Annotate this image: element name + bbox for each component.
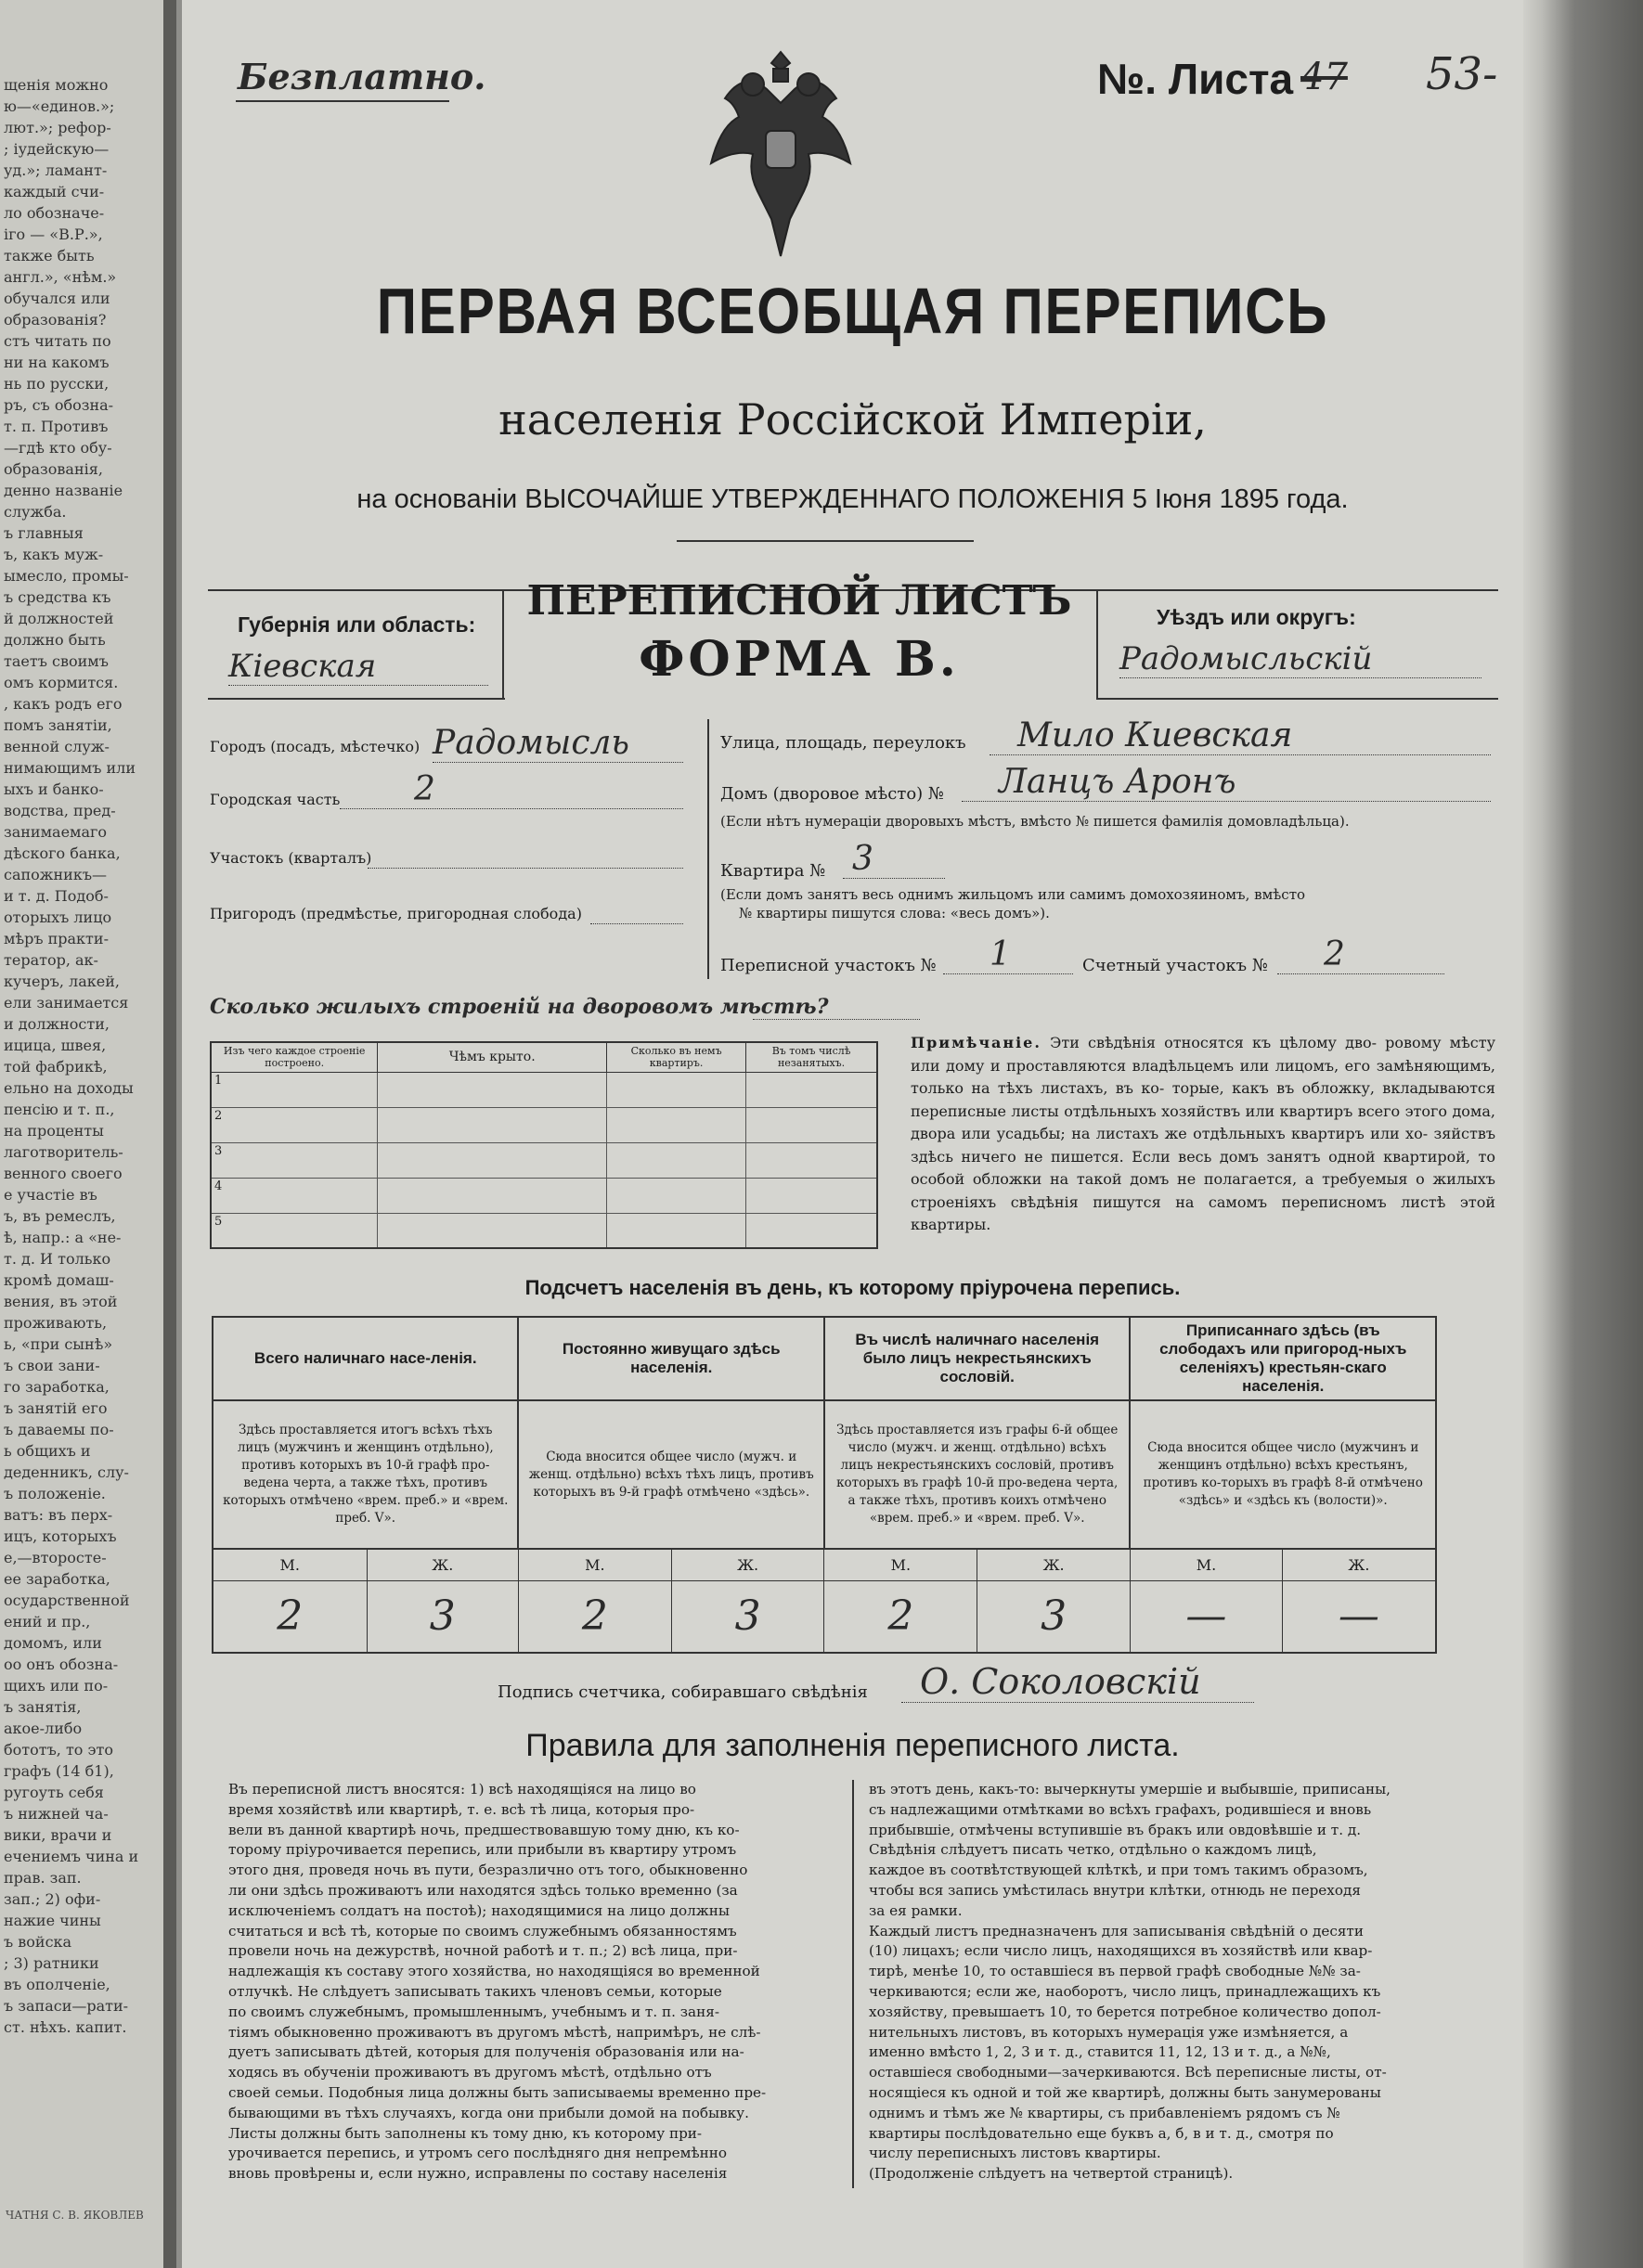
book-page-edges [1523, 0, 1643, 2268]
buildings-row-number: 4 [211, 1178, 378, 1213]
left-page-line: осударственной [4, 1591, 130, 1609]
legal-basis: на основаніи ВЫСОЧАЙШЕ УТВЕРЖДЕННАГО ПОЛОЖЕНІЯ 5 Іюня 1895 года. [356, 484, 1349, 514]
city-value: Радомысль [433, 724, 683, 763]
rules-line: оставшіеся свободными—зачеркиваются. Всѣ переписные листы, от- [869, 2064, 1387, 2081]
population-group-desc: Здѣсь проставляется изъ графы 6-й общее число (мужч. и женщ. отдѣльно) всѣхъ лицъ некрестьянскихъ сословій, противъ которыхъ въ графѣ 10-й про-ведена черта, а также тѣхъ, противъ коихъ отмѣчено «врем. преб.» и «врем. преб. V». [824, 1400, 1131, 1549]
population-group-desc: Сюда вносится общее число (мужчинъ и женщинъ отдѣльно) всѣхъ крестьянъ, противъ ко-торыхъ въ графѣ 8-й отмѣчено «здѣсь» и «здѣсь къ (волости)». [1130, 1400, 1436, 1549]
left-page-line: щихъ или по- [4, 1677, 109, 1695]
left-page-line: ст. нѣхъ. капит. [4, 2018, 127, 2036]
rules-line: хозяйству, превышаетъ 10, то берется потребное количество допол- [869, 2003, 1381, 2020]
page-subtitle: населенія Россійской Имперіи, [498, 394, 1207, 445]
left-page-line: , какъ родъ его [4, 695, 123, 713]
house-note: (Если нѣтъ нумераціи дворовыхъ мѣстъ, вмѣсто № пишется фамилія домовладѣльца). [720, 813, 1350, 830]
left-page-line: ь, «при сынѣ» [4, 1335, 113, 1353]
binding-shadow [163, 0, 176, 2268]
buildings-col-empty: Въ томъ числѣ незанятыхъ. [746, 1042, 877, 1072]
population-group-head: Постоянно живущаго здѣсь населенія. [518, 1317, 824, 1400]
left-page-line: ъ положеніе. [4, 1485, 106, 1502]
double-headed-eagle-icon [697, 43, 864, 265]
note-line: а требуемыя о жилыхъ строеніяхъ свѣдѣнія пишутся на самомъ [911, 1170, 1495, 1211]
population-group-head: Всего наличнаго насе-ленія. [213, 1317, 518, 1400]
rules-line: Листы должны быть заполнены къ тому дню, къ которому при- [228, 2124, 703, 2142]
signature-value: О. Соколовскій [901, 1661, 1254, 1703]
rules-line: торому пріурочивается перепись, или прибыли въ квартиру утромъ [228, 1841, 737, 1859]
left-page-line: оторыхъ лицо [4, 908, 112, 926]
apartment-note-1: (Если домъ занятъ весь однимъ жильцомъ или самимъ домохозяиномъ, вмѣсто [720, 886, 1306, 903]
left-page-line: лаготворитель- [4, 1143, 123, 1161]
rules-line: въ этотъ день, какъ-то: вычеркнуты умершіе и выбывшіе, приписаны, [869, 1781, 1391, 1798]
left-page-line: ыхъ и банко- [4, 780, 104, 798]
female-column-label: Ж. [977, 1549, 1131, 1580]
buildings-row-number: 1 [211, 1072, 378, 1107]
left-page-line: венной служ- [4, 738, 110, 755]
left-page-line: акое-либо [4, 1720, 83, 1737]
sheet-number-value: 47 [1300, 56, 1348, 98]
left-page-line: нь по русски, [4, 375, 110, 393]
note-line: Эти свѣдѣнія относятся къ цѣлому дво- [1050, 1034, 1377, 1051]
rules-title: Правила для заполненія переписного листа. [525, 1728, 1180, 1763]
left-page-line: ъ, какъ муж- [4, 546, 104, 563]
left-page-line: ю—«единов.»; [4, 97, 115, 115]
rules-left-column [228, 1780, 841, 2184]
left-page-line: сапожникъ— [4, 866, 108, 883]
rules-line: по своимъ служебнымъ, промышленнымъ, учебнымъ и т. п. заня- [228, 2003, 719, 2020]
buildings-col-roof: Чѣмъ крыто. [378, 1042, 607, 1072]
left-page-line: ицъ, которыхъ [4, 1527, 117, 1545]
page-title: ПЕРВАЯ ВСЕОБЩАЯ ПЕРЕПИСЬ [376, 275, 1329, 347]
note-line: лицомъ, его замѣняющимъ, только на тѣхъ листахъ, въ ко- [911, 1056, 1495, 1097]
buildings-question: Сколько жилыхъ строеній на дворовомъ мѣстѣ? [210, 995, 829, 1019]
left-page-line: ъ запаси—рати- [4, 1997, 129, 2015]
rules-line: вновь провѣрены и, если нужно, исправлены по составу населенія [228, 2165, 728, 2183]
rules-line: Свѣдѣнія слѣдуетъ писать четко, отдѣльно о каждомъ лицѣ, [869, 1841, 1317, 1859]
census-area-value: 1 [943, 935, 1073, 974]
rules-line: исключеніемъ солдатъ на постоѣ); находящимися на лицо должны [228, 1901, 730, 1919]
street-label: Улица, площадь, переулокъ [720, 733, 966, 753]
note-head: Примѣчаніе. [911, 1034, 1041, 1051]
female-column-label: Ж. [1282, 1549, 1436, 1580]
census-sheet [182, 0, 1523, 2268]
left-page-line: графъ (14 б1), [4, 1762, 114, 1780]
rules-line: этого дня, проведя ночь въ пути, безразлично отъ того, обыкновенно [228, 1862, 748, 1879]
left-page-text [4, 74, 162, 2038]
form-box-divider-right [1096, 589, 1098, 700]
left-page-line: ъ войска [4, 1933, 72, 1951]
left-page-line: образованія? [4, 311, 107, 329]
left-page-line: ъ свои зани- [4, 1357, 100, 1374]
male-count: 2 [824, 1580, 977, 1653]
female-column-label: Ж. [367, 1549, 518, 1580]
left-page-line: прав. зап. [4, 1869, 82, 1887]
left-page-line: ръ, съ обозна- [4, 396, 114, 414]
population-title: Подсчетъ населенія въ день, къ которому пріурочена перепись. [524, 1276, 1181, 1299]
rules-line: отлучкѣ. Не слѣдуетъ записывать такихъ членовъ семьи, которые [228, 1982, 722, 2000]
buildings-col-apartments: Сколько въ немъ квартиръ. [607, 1042, 746, 1072]
left-page-line: англ.», «нѣм.» [4, 268, 117, 286]
left-page-line: й должностей [4, 610, 114, 627]
suburb-line [590, 923, 683, 924]
rules-line: (10) лицахъ; если число лицъ, находящихся въ хозяйствѣ или квар- [869, 1942, 1373, 1960]
left-page-line: ; 3) ратники [4, 1954, 99, 1972]
rules-line: вели въ данной квартирѣ ночь, предшествовавшую тому дню, къ ко- [228, 1821, 740, 1838]
left-page-line: ицица, швея, [4, 1037, 107, 1054]
city-part-label: Городская часть [210, 791, 341, 808]
left-page-line: нажие чины [4, 1912, 101, 1929]
population-group-head: Въ числѣ наличнаго населенія было лицъ некрестьянскихъ сословій. [824, 1317, 1131, 1400]
buildings-table [210, 1041, 878, 1249]
left-page-line: уд.»; ламант- [4, 161, 108, 179]
count-area-label: Счетный участокъ № [1082, 956, 1268, 975]
rules-line: прибывшіе, отмѣчены вступившіе въ бракъ или овдовѣвшіе и т. д. [869, 1821, 1362, 1838]
buildings-row-number: 5 [211, 1213, 378, 1248]
male-count: 2 [213, 1580, 367, 1653]
population-group-desc: Сюда вносится общее число (мужч. и женщ. отдѣльно) всѣхъ тѣхъ лицъ, противъ которыхъ въ 9-й графѣ отмѣчено «здѣсь». [518, 1400, 824, 1549]
stamp-number: 53- [1426, 48, 1498, 100]
address-divider [707, 719, 709, 979]
free-label: Безплатно. [238, 56, 486, 97]
left-page-line: денно названіе [4, 482, 123, 499]
count-area-value: 2 [1277, 935, 1444, 974]
city-part-value: 2 [340, 770, 683, 809]
left-page-line: ели занимается [4, 994, 129, 1012]
left-page-line: ъ, въ ремеслъ, [4, 1207, 116, 1225]
rules-line: за ея рамки. [869, 1901, 963, 1919]
population-group-head: Приписаннаго здѣсь (въ слободахъ или пригород-ныхъ селеніяхъ) крестьян-скаго населенія. [1130, 1317, 1436, 1400]
left-page-line: такжe быть [4, 247, 95, 264]
left-page-footer: ЧАТНЯ С. В. ЯКОВЛЕВ [6, 2209, 144, 2222]
rules-line: тіямъ обыкновенно проживаютъ въ другомъ мѣстѣ, напримѣръ, не слѣ- [228, 2023, 761, 2041]
form-box-bottom-left [208, 698, 505, 700]
buildings-row-number: 3 [211, 1142, 378, 1178]
left-page-fragment [0, 0, 176, 2268]
left-page-line: ений и пр., [4, 1613, 91, 1630]
form-box-bottom-right [1096, 698, 1498, 700]
gubernia-label: Губернія или область: [238, 612, 476, 637]
left-page-line: е участіе въ [4, 1186, 97, 1204]
left-page-line: ельно на доходы [4, 1079, 134, 1097]
left-page-line: е,—второсте- [4, 1549, 107, 1566]
left-page-line: ее заработка, [4, 1570, 110, 1588]
left-page-line: ъ занятія, [4, 1698, 82, 1716]
left-page-line: омъ кормится. [4, 674, 119, 691]
left-page-line: служба. [4, 503, 67, 521]
left-page-line: проживають, [4, 1314, 108, 1332]
left-page-line: ь общихъ и [4, 1442, 91, 1460]
left-page-line: нимающимъ или [4, 759, 136, 777]
rules-line: ли они здѣсь проживаютъ или находятся здѣсь только временно (за [228, 1881, 738, 1899]
male-count: — [1130, 1580, 1282, 1653]
rules-line: черкиваются; если же, наоборотъ, число лицъ, принадлежащихъ къ [869, 1982, 1381, 2000]
apartment-note-2: № квартиры пишутся слова: «весь домъ»). [739, 905, 1050, 921]
left-page-line: пенсію и т. п., [4, 1101, 115, 1118]
left-page-line: ватъ: въ перх- [4, 1506, 113, 1524]
left-page-line: іго — «В.Р.», [4, 226, 103, 243]
rules-line: провели ночь на дежурствѣ, ночной работѣ и т. п.; 2) всѣ лица, при- [228, 1942, 738, 1960]
rules-line: чтобы вся запись умѣстилась внутри клѣтки, отнюдь не переходя [869, 1881, 1361, 1899]
left-page-line: вения, въ этой [4, 1293, 118, 1310]
left-page-line: каждый счи- [4, 183, 105, 200]
left-page-line: занимаемаго [4, 823, 108, 841]
uezd-value: Радомысльскій [1119, 640, 1481, 678]
left-page-line: деденникъ, слу- [4, 1463, 129, 1481]
left-page-line: водства, пред- [4, 802, 116, 819]
left-page-line: т. п. Противъ [4, 418, 109, 435]
left-page-line: дѣского банка, [4, 844, 121, 862]
sheet-number-label: №. Листа [1097, 55, 1294, 103]
left-page-line: —гдѣ кто обу- [4, 439, 112, 457]
rules-line: Въ переписной листъ вносятся: 1) всѣ находящіяся на лицо во [228, 1781, 696, 1798]
left-page-line: помъ занятіи, [4, 716, 112, 734]
population-group-desc: Здѣсь проставляется итогъ всѣхъ тѣхъ лицъ (мужчинъ и женщинъ отдѣльно), противъ которыхъ въ 10-й графѣ про-ведена черта, а также тѣхъ, противъ которыхъ отмѣчено «врем. преб.» и «врем. преб. V». [213, 1400, 518, 1549]
quarter-line [368, 868, 683, 869]
rules-divider [852, 1780, 854, 2188]
left-page-line: ъ нижней ча- [4, 1805, 109, 1823]
note-text [911, 1034, 1495, 1233]
left-page-line: таетъ своимъ [4, 652, 109, 670]
suburb-label: Пригородъ (предмѣстье, пригородная слобода) [210, 905, 582, 922]
rules-line: своей семьи. Подобныя лица должны быть записываемы временно пре- [228, 2083, 767, 2101]
left-page-line: ъ даваемы по- [4, 1421, 114, 1438]
rules-line: каждое въ соотвѣтствующей клѣткѣ, и при томъ такимъ образомъ, [869, 1862, 1368, 1879]
left-page-line: ни на какомъ [4, 354, 110, 371]
free-underline [236, 100, 449, 102]
left-page-line: тератор, ак- [4, 951, 98, 969]
female-count: 3 [977, 1580, 1131, 1653]
header-divider [677, 540, 974, 542]
rules-line: бывающими въ тѣхъ случаяхъ, когда они прибыли домой на побывку. [228, 2104, 749, 2121]
left-page-line: стъ читать по [4, 332, 111, 350]
rules-line: однимъ и тѣмъ же № квартиры, съ прибавленіемъ рядомъ съ № [869, 2104, 1340, 2121]
left-page-line: ; іудейскую— [4, 140, 110, 158]
rules-line: время хозяйствѣ или квартирѣ, т. е. всѣ тѣ лица, которыя про- [228, 1800, 695, 1818]
left-page-line: ъ занятій его [4, 1399, 108, 1417]
left-page-line: го заработка, [4, 1378, 110, 1396]
left-page-line: образованія, [4, 460, 103, 478]
left-page-line: и должности, [4, 1015, 110, 1033]
left-page-line: щенія можно [4, 76, 109, 94]
population-table [212, 1316, 1437, 1654]
rules-line: дуетъ записывать дѣтей, которыя для полученія образованія или на- [228, 2043, 744, 2061]
gubernia-value: Кіевская [228, 648, 488, 686]
left-page-line: должно быть [4, 631, 106, 649]
male-column-label: М. [824, 1549, 977, 1580]
rules-line: надлежащія къ составу этого хозяйства, но находящіяся во временной [228, 1963, 760, 1980]
note-line: ровому мѣсту или дому и проставляются владѣльцемъ или [911, 1034, 1495, 1075]
left-page-line: и т. д. Подоб- [4, 887, 109, 905]
rules-line: квартиры послѣдовательно еще буквъ а, б, в и т. д., смотря по [869, 2124, 1334, 2142]
left-page-line: ѣ, напр.: а «не- [4, 1229, 122, 1246]
form-name: ФОРМА В. [639, 631, 960, 688]
rules-line: урочивается перепись, и утромъ сего послѣдняго дня непремѣнно [228, 2145, 727, 2162]
left-page-line: домомъ, или [4, 1634, 102, 1652]
city-label: Городъ (посадъ, мѣстечко) [210, 738, 420, 755]
left-page-line: т. д. И только [4, 1250, 111, 1268]
left-page-line: лют.»; рефор- [4, 119, 111, 136]
uezd-label: Уѣздъ или округъ: [1157, 605, 1356, 629]
male-column-label: М. [1130, 1549, 1282, 1580]
note-line: отдѣльныхъ хозяйствъ или квартиръ всего этого дома, двора [911, 1102, 1495, 1142]
rules-line: (Продолженіе слѣдуетъ на четвертой страницѣ). [869, 2165, 1234, 2183]
rules-right-column [869, 1780, 1463, 2184]
note-line: зяйствъ здѣсь ничего не пишется. Если весь домъ занятъ одной [911, 1125, 1495, 1166]
apartment-value: 3 [843, 840, 945, 879]
left-page-line: зап.; 2) офи- [4, 1890, 101, 1908]
left-page-line: ло обозначе- [4, 204, 105, 222]
street-value: Мило Киевская [990, 716, 1491, 755]
rules-line: ходясь въ обученіи проживаютъ въ другомъ мѣстѣ, отдѣльно отъ [228, 2064, 712, 2081]
note-line: торые, какъ въ обложку, вкладываются переписные листы [911, 1079, 1495, 1120]
note-line: или усадьбы; на листахъ же отдѣльныхъ квартиръ или хо- [961, 1125, 1429, 1142]
house-label: Домъ (дворовое мѣсто) № [720, 784, 944, 804]
left-page-line: на проценты [4, 1122, 104, 1140]
left-page-line: кромѣ домаш- [4, 1271, 114, 1289]
rules-line: считаться и всѣ тѣ, которые по своимъ служебнымъ обязанностямъ [228, 1922, 737, 1939]
rules-line: тирѣ, менѣе 10, то оставшіеся въ первой графѣ свободные №№ за- [869, 1963, 1361, 1980]
male-count: 2 [518, 1580, 671, 1653]
left-page-line: ымесло, промы- [4, 567, 129, 585]
female-count: 3 [367, 1580, 518, 1653]
rules-line: носящіеся къ одной и той же квартирѣ, должны быть занумерованы [869, 2083, 1381, 2101]
left-page-line: обучался или [4, 290, 110, 307]
census-area-label: Переписной участокъ № [720, 956, 937, 975]
left-page-line: ругоуть себя [4, 1784, 104, 1801]
rules-line: именно вмѣсто 1, 2, 3 и т. д., ставится 11, 12, 13 и т. д., а №№, [869, 2043, 1331, 2061]
quarter-label: Участокъ (кварталъ) [210, 849, 372, 867]
left-page-line: мѣръ практи- [4, 930, 109, 947]
female-count: — [1282, 1580, 1436, 1653]
rules-line: съ надлежащими отмѣтками во всѣхъ графахъ, родившіеся и вновь [869, 1800, 1372, 1818]
rules-line: нительныхъ листовъ, въ которыхъ нумерація уже измѣняется, а [869, 2023, 1349, 2041]
buildings-col-built: Изъ чего каждое строеніе построено. [211, 1042, 378, 1072]
house-value: Ланцъ Аронъ [962, 763, 1491, 802]
male-column-label: М. [518, 1549, 671, 1580]
form-title: ПЕРЕПИСНОЙ ЛИСТЪ [526, 577, 1072, 625]
left-page-line: ъ главныя [4, 524, 84, 542]
rules-line: числу переписныхъ листовъ квартиры. [869, 2145, 1161, 2162]
left-page-line: ечениемъ чина и [4, 1848, 139, 1865]
apartment-label: Квартира № [720, 861, 826, 881]
buildings-question-line [753, 1019, 920, 1020]
left-page-line: той фабрикѣ, [4, 1058, 108, 1076]
left-page-line: вики, врачи и [4, 1826, 112, 1844]
note-line: переписномъ листѣ этой квартиры. [911, 1192, 1495, 1233]
rules-line: Каждый листъ предназначенъ для записыванія свѣдѣній о десяти [869, 1922, 1364, 1939]
left-page-line: венного своего [4, 1165, 123, 1182]
left-page-line: бототъ, то это [4, 1741, 113, 1759]
left-page-line: оо онъ обозна- [4, 1656, 119, 1673]
buildings-row-number: 2 [211, 1107, 378, 1142]
female-count: 3 [671, 1580, 824, 1653]
left-page-line: кучеръ, лакей, [4, 973, 120, 990]
male-column-label: М. [213, 1549, 367, 1580]
note-line: квартирой, то особой обложки на такой домъ не полагается, [911, 1147, 1496, 1188]
left-page-line: въ ополченіе, [4, 1976, 110, 1993]
left-page-line: ъ средства къ [4, 588, 111, 606]
female-column-label: Ж. [671, 1549, 824, 1580]
signature-label: Подпись счетчика, собиравшаго свѣдѣнія [498, 1682, 868, 1702]
note-block [911, 1032, 1495, 1237]
